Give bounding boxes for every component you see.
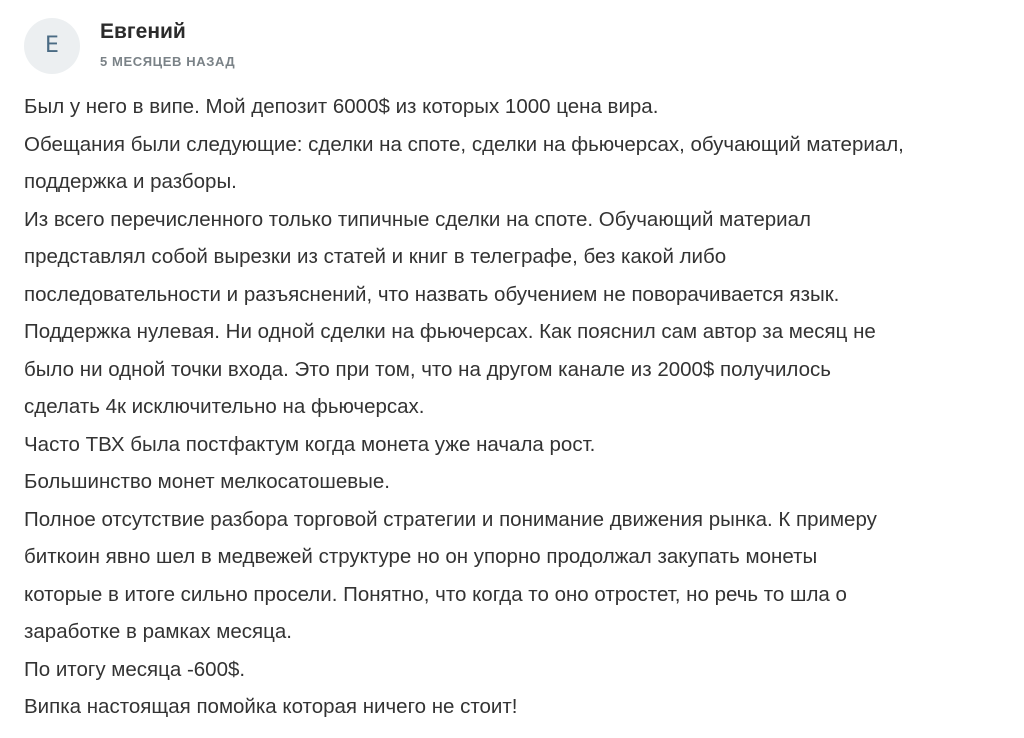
comment-line: сделать 4к исключительно на фьючерсах. <box>24 395 425 418</box>
comment-line: было ни одной точки входа. Это при том, что на другом канале из 2000$ получилось <box>24 357 831 381</box>
author-name[interactable]: Евгений <box>100 20 186 43</box>
comment-text <box>24 88 1004 726</box>
comment-line: Был у него в випе. Мой депозит 6000$ из которых 1000 цена вира. <box>24 95 659 118</box>
comment-line: биткоин явно шел в медвежей структуре но он упорно продолжал закупать монеты <box>24 545 818 568</box>
comment-date: 5 МЕСЯЦЕВ НАЗАД <box>100 54 236 69</box>
comment-line: которые в итоге сильно просели. Понятно, что когда то оно отростет, но речь то шла о <box>24 582 847 606</box>
comment-line: Поддержка нулевая. Ни одной сделки на фьючерсах. Как пояснил сам автор за месяц не <box>24 320 876 343</box>
comment-line: Часто ТВХ была постфактум когда монета уже начала рост. <box>24 432 596 456</box>
comment-line: Большинство монет мелкосатошевые. <box>24 470 390 493</box>
avatar[interactable] <box>24 18 80 74</box>
comment-line: представлял собой вырезки из статей и книг в телеграфе, без какой либо <box>24 245 727 268</box>
comment-line: Полное отсутствие разбора торговой стратегии и понимание движения рынка. К примеру <box>24 507 877 531</box>
comment-line: Из всего перечисленного только типичные сделки на споте. Обучающий материал <box>24 207 811 231</box>
comment-line: последовательности и разъяснений, что назвать обучением не поворачивается язык. <box>24 282 840 306</box>
comment-line: Випка настоящая помойка которая ничего не стоит! <box>24 695 518 718</box>
comment-line: Обещания были следующие: сделки на споте, сделки на фьючерсах, обучающий материал, <box>24 132 904 156</box>
avatar-letter: E <box>45 33 59 58</box>
comment-line: заработке в рамках месяца. <box>24 620 292 643</box>
comment-line: По итогу месяца -600$. <box>24 657 246 681</box>
comment-line: поддержка и разборы. <box>24 170 237 193</box>
